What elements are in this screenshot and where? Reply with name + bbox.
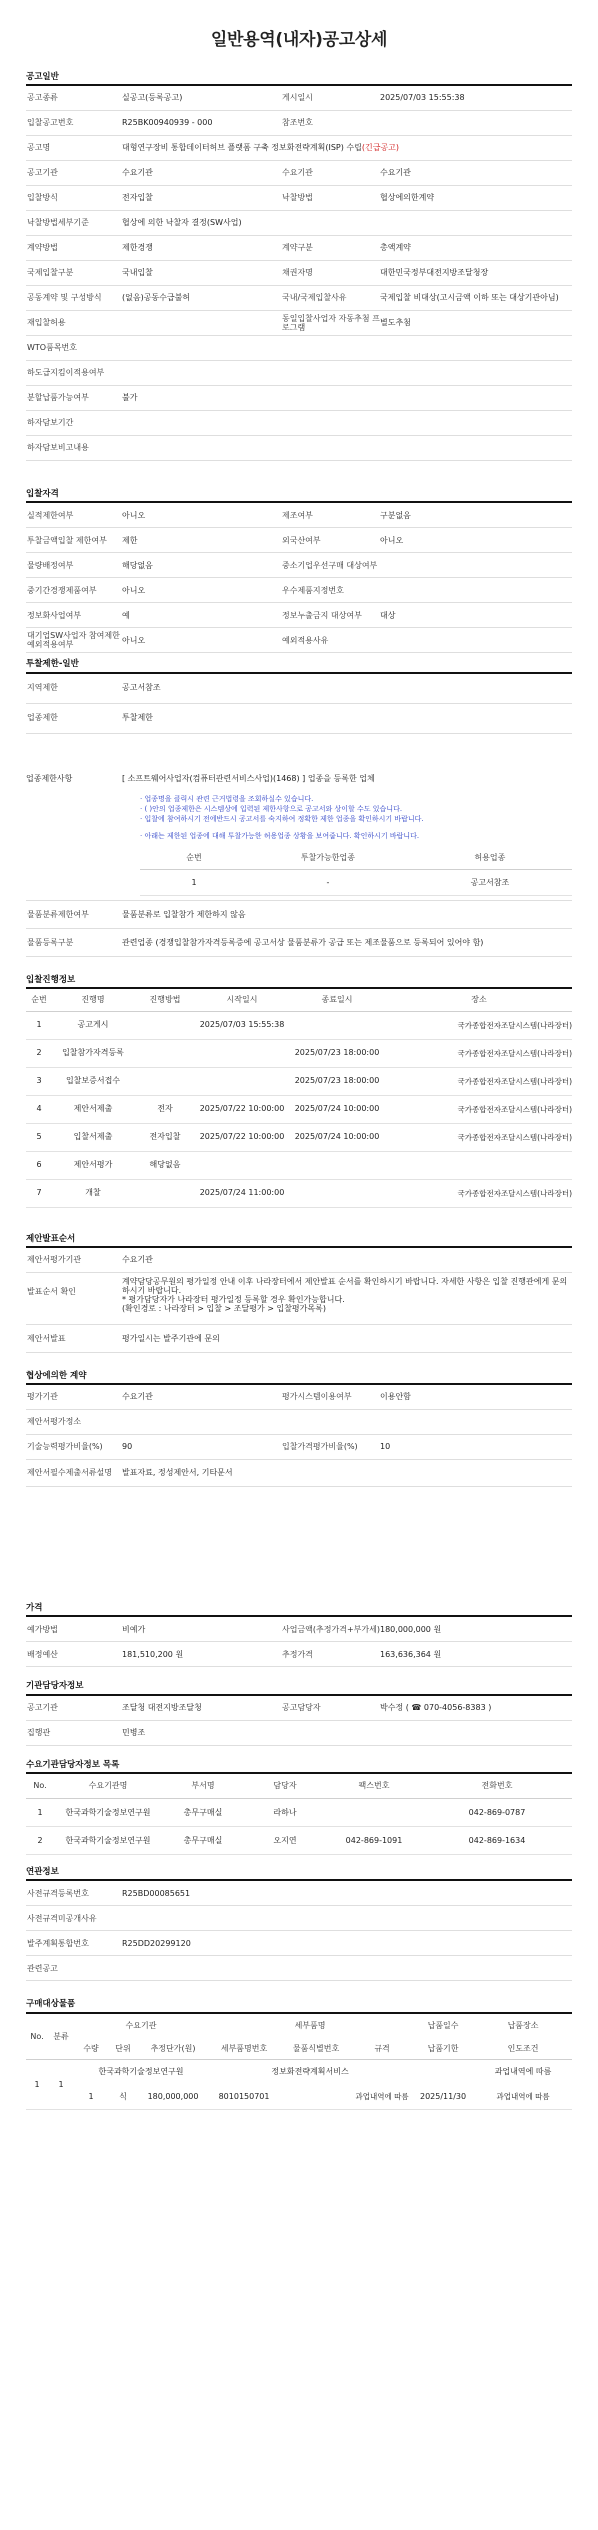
column-header: 팩스번호 bbox=[358, 1781, 390, 1791]
field-label: 물품분류제한여부 bbox=[27, 909, 89, 919]
field-label: 우수제품지정번호 bbox=[282, 585, 344, 595]
field-label: 예가방법 bbox=[27, 1624, 58, 1634]
kv-row bbox=[26, 161, 572, 186]
kv-row bbox=[26, 86, 572, 111]
field-value: 163,636,364 원 bbox=[380, 1649, 442, 1659]
table-cell: 1 bbox=[36, 1020, 42, 1030]
field-value: 아니오 bbox=[122, 510, 146, 520]
field-label: 공고명 bbox=[27, 143, 51, 153]
field-value: 제한경쟁 bbox=[122, 243, 153, 253]
section-title: 공고일반 bbox=[26, 72, 59, 82]
field-label: 계약구분 bbox=[282, 243, 313, 253]
field-value: 민병조 bbox=[122, 1727, 146, 1737]
table-cell: 과업내역에 따름 bbox=[355, 2091, 409, 2101]
table-cell: 해당없음 bbox=[149, 1160, 181, 1170]
field-label: 수요기관 bbox=[282, 168, 313, 178]
field-label: 집행관 bbox=[27, 1727, 51, 1737]
field-value: R25BD00085651 bbox=[122, 1888, 191, 1898]
column-header: 물품식별번호 bbox=[292, 2043, 340, 2053]
field-label: 업종제한사항 bbox=[26, 773, 73, 783]
table-cell: 국가종합전자조달시스템(나라장터) bbox=[457, 1048, 572, 1058]
column-header: 허용업종 bbox=[474, 852, 506, 862]
demand-contact-table bbox=[26, 1774, 572, 1856]
kv-row bbox=[26, 1642, 572, 1667]
field-label: 예외적용사유 bbox=[282, 635, 329, 645]
kv-row-order-check bbox=[26, 1273, 572, 1325]
kv-row bbox=[26, 1931, 572, 1956]
page-title: 일반용역(내자)공고상세 bbox=[210, 30, 388, 50]
field-value: 90 bbox=[122, 1442, 133, 1452]
section-title: 가격 bbox=[26, 1603, 43, 1614]
kv-row bbox=[26, 553, 572, 578]
progress-table bbox=[26, 989, 572, 1208]
order-guide bbox=[122, 1277, 572, 1313]
general-section bbox=[26, 72, 572, 461]
table-cell: 라하나 bbox=[273, 1807, 297, 1817]
field-label: 물량배정여부 bbox=[27, 560, 74, 570]
table-cell bbox=[288, 1179, 386, 1207]
table-cell bbox=[134, 1067, 196, 1095]
table-row bbox=[26, 1151, 572, 1179]
kv-row bbox=[26, 286, 572, 311]
table-cell bbox=[196, 1039, 288, 1067]
field-value: R25DD20299120 bbox=[122, 1938, 191, 1948]
table-cell: 공고게시 bbox=[77, 1020, 109, 1030]
business-restriction-value[interactable]: [ 소프트웨어사업자(컴퓨터관련서비스사업)(1468) ] 업종을 등록한 업체 bbox=[122, 773, 375, 783]
field-label: 중기간경쟁제품여부 bbox=[27, 585, 97, 595]
notice-box bbox=[122, 794, 572, 832]
field-label: 재입찰허용 bbox=[27, 318, 66, 328]
field-label: 공동계약 및 구성방식 bbox=[27, 293, 102, 303]
table-cell bbox=[288, 1011, 386, 1039]
column-header: 투찰가능한업종 bbox=[300, 852, 355, 862]
table-cell: 4 bbox=[36, 1104, 42, 1114]
table-cell: 국가종합전자조달시스템(나라장터) bbox=[457, 1132, 572, 1142]
table-cell: 2025/07/03 15:55:38 bbox=[199, 1020, 285, 1030]
table-cell: 042-869-1634 bbox=[468, 1835, 526, 1845]
kv-row bbox=[26, 578, 572, 603]
purchase-items-section bbox=[26, 1999, 572, 2110]
field-label: 입찰가격평가비율(%) bbox=[282, 1442, 358, 1452]
column-header: 수요기관 bbox=[125, 2020, 157, 2030]
notice-line: · 입찰에 참여하시기 전에반드시 공고서를 숙지하여 정확한 제한 업종을 확인하시기 바랍니다. bbox=[140, 814, 424, 823]
table-cell: 과업내역에 따름 bbox=[496, 2091, 550, 2101]
table-cell: 8010150701 bbox=[218, 2091, 270, 2101]
negotiation-section bbox=[26, 1371, 572, 1487]
table-cell bbox=[196, 1067, 288, 1095]
section-title: 기관담당자정보 bbox=[26, 1681, 84, 1692]
urgent-tag: (긴급공고) bbox=[361, 143, 400, 153]
kv-row bbox=[26, 503, 572, 528]
field-value: 제한 bbox=[122, 535, 138, 545]
column-header: 세부품명 bbox=[294, 2020, 326, 2030]
field-label: 외국산여부 bbox=[282, 535, 321, 545]
related-info-section bbox=[26, 1867, 572, 1981]
table-cell: 국가종합전자조달시스템(나라장터) bbox=[457, 1104, 572, 1114]
table-cell: 한국과학기술정보연구원 bbox=[98, 2067, 184, 2077]
table-cell: 180,000,000 bbox=[147, 2091, 199, 2101]
field-value: 발표자료, 정성제안서, 기타문서 bbox=[122, 1468, 233, 1478]
field-label: 실적제한여부 bbox=[27, 510, 74, 520]
field-label: 공고종류 bbox=[27, 93, 58, 103]
table-cell: 1 bbox=[88, 2091, 94, 2101]
table-row bbox=[26, 1067, 572, 1095]
column-header: 전화번호 bbox=[481, 1781, 513, 1791]
column-header: 규격 bbox=[374, 2043, 390, 2053]
presentation-order-section bbox=[26, 1234, 572, 1353]
field-value: 아니오 bbox=[122, 585, 146, 595]
table-cell: 입찰보증서접수 bbox=[65, 1076, 121, 1086]
field-label: 분할납품가능여부 bbox=[27, 393, 89, 403]
column-header: No. bbox=[26, 2014, 48, 2060]
column-header: 시작일시 bbox=[226, 995, 258, 1005]
table-cell: 전자입찰 bbox=[149, 1132, 181, 1142]
field-value: 국내입찰 bbox=[122, 268, 153, 278]
field-label: 낙찰방법 bbox=[282, 193, 313, 203]
table-row bbox=[26, 1179, 572, 1207]
field-value: 별도추첨 bbox=[380, 318, 411, 328]
kv-row bbox=[26, 386, 572, 411]
kv-row bbox=[26, 1385, 572, 1410]
demand-contact-section bbox=[26, 1760, 572, 1856]
column-header: 진행방법 bbox=[149, 995, 181, 1005]
kv-row bbox=[26, 261, 572, 286]
table-row bbox=[26, 1123, 572, 1151]
agency-contact-section bbox=[26, 1681, 572, 1745]
field-value: 조달청 대전지방조달청 bbox=[122, 1702, 202, 1712]
field-label: 중소기업우선구매 대상여부 bbox=[282, 560, 378, 570]
field-value: 평가일시는 발주기관에 문의 bbox=[122, 1333, 220, 1343]
field-label: 입찰공고번호 bbox=[27, 118, 74, 128]
table-cell: 2025/11/30 bbox=[420, 2091, 467, 2101]
field-value: 아니오 bbox=[380, 535, 404, 545]
table-row bbox=[26, 1011, 572, 1039]
field-label: 지역제한 bbox=[27, 683, 58, 693]
field-value: 아니오 bbox=[122, 635, 146, 645]
kv-row bbox=[26, 674, 572, 704]
table-cell: 2025/07/24 11:00:00 bbox=[199, 1188, 285, 1198]
table-cell bbox=[134, 1179, 196, 1207]
field-value: 관련업종 (경쟁입찰참가자격등록증에 공고서상 물품분류가 공급 또는 제조물품으로 등록되어 있어야 함) bbox=[122, 937, 484, 947]
field-label: 게시일시 bbox=[282, 93, 313, 103]
kv-row-required-docs bbox=[26, 1460, 572, 1487]
table-cell: 공고서참조 bbox=[470, 877, 510, 887]
kv-row-award-detail bbox=[26, 211, 572, 236]
kv-row bbox=[26, 186, 572, 211]
field-label: 국제입찰구분 bbox=[27, 268, 74, 278]
field-label: 물품등록구분 bbox=[27, 937, 74, 947]
field-value: 구분없음 bbox=[380, 510, 411, 520]
business-restriction-row bbox=[26, 772, 572, 902]
table-cell: - bbox=[326, 877, 330, 887]
table-cell: 총무구매실 bbox=[183, 1807, 223, 1817]
section-title: 수요기관담당자정보 목록 bbox=[26, 1759, 120, 1770]
field-label: 발표순서 확인 bbox=[27, 1286, 76, 1296]
field-value: 180,000,000 원 bbox=[380, 1624, 442, 1634]
kv-row-ratio bbox=[26, 1435, 572, 1460]
field-label: 대기업SW사업자 참여제한 예외적용여부 bbox=[27, 630, 120, 650]
notice-line: · 업종명을 클릭시 관련 근거법령을 조회하실수 있습니다. bbox=[140, 794, 314, 803]
field-value: 총액계약 bbox=[380, 243, 411, 253]
field-label: 계약방법 bbox=[27, 243, 58, 253]
field-label: 배정예산 bbox=[27, 1649, 58, 1659]
table-cell: 2025/07/24 10:00:00 bbox=[294, 1132, 380, 1142]
field-value: 수요기관 bbox=[122, 168, 153, 178]
table-cell: 2025/07/22 10:00:00 bbox=[199, 1104, 285, 1114]
table-cell: 2025/07/24 10:00:00 bbox=[294, 1104, 380, 1114]
kv-row bbox=[26, 901, 572, 929]
table-cell: 국가종합전자조달시스템(나라장터) bbox=[457, 1020, 572, 1030]
kv-row bbox=[26, 1248, 572, 1273]
section-title: 연관정보 bbox=[26, 1867, 59, 1878]
field-label: 정보누출금지 대상여부 bbox=[282, 610, 362, 620]
table-cell: 042-869-0787 bbox=[468, 1807, 526, 1817]
field-label: 투찰금액입찰 제한여부 bbox=[27, 535, 107, 545]
field-value: 대한민국정부대전지방조달청장 bbox=[380, 268, 489, 278]
field-value: 협상에의한계약 bbox=[380, 193, 435, 203]
column-header: 단위 bbox=[115, 2043, 131, 2053]
table-cell: 1 bbox=[191, 877, 197, 887]
field-label: 관련공고 bbox=[27, 1963, 58, 1973]
field-label: 국내/국제입찰사유 bbox=[282, 293, 347, 303]
kv-row-presentation bbox=[26, 1325, 572, 1353]
kv-row bbox=[26, 603, 572, 628]
kv-row bbox=[26, 1881, 572, 1906]
field-value: 전자입찰 bbox=[122, 193, 153, 203]
table-cell: 한국과학기술정보연구원 bbox=[65, 1835, 151, 1845]
column-header: 순번 bbox=[31, 995, 47, 1005]
field-value: 수요기관 bbox=[122, 1255, 153, 1265]
table-row bbox=[26, 1095, 572, 1123]
field-label: 제안서발표 bbox=[27, 1333, 66, 1343]
field-label: 낙찰방법세부기준 bbox=[27, 218, 89, 228]
field-value: 불가 bbox=[122, 393, 138, 403]
table-cell: 식 bbox=[119, 2091, 127, 2101]
price-section bbox=[26, 1603, 572, 1667]
table-row bbox=[26, 1799, 572, 1827]
kv-row bbox=[26, 929, 572, 957]
table-cell: 전자 bbox=[157, 1104, 173, 1114]
table-cell: 오지연 bbox=[273, 1835, 297, 1845]
field-label: WTO품목번호 bbox=[27, 343, 78, 353]
kv-row bbox=[26, 236, 572, 261]
table-cell bbox=[326, 1799, 422, 1827]
kv-row bbox=[26, 411, 572, 436]
field-value: R25BK00940939 - 000 bbox=[122, 118, 213, 128]
table-cell bbox=[196, 1151, 288, 1179]
kv-row-announcement-name bbox=[26, 136, 572, 161]
table-cell: 입찰서제출 bbox=[73, 1132, 113, 1142]
field-value: 수요기관 bbox=[122, 1392, 153, 1402]
progress-section bbox=[26, 975, 572, 1208]
field-value: 181,510,200 원 bbox=[122, 1649, 184, 1659]
field-label: 사전규격등록번호 bbox=[27, 1888, 89, 1898]
column-header: 장소 bbox=[471, 995, 487, 1005]
field-value: 이용안함 bbox=[380, 1392, 411, 1402]
column-header: 납품일수 bbox=[427, 2020, 459, 2030]
notice-line: · ( )안의 업종제한은 시스템상에 입력된 제한사항으로 공고서와 상이할 수도 있습니다. bbox=[140, 804, 403, 813]
table-cell bbox=[288, 1151, 386, 1179]
table-cell bbox=[412, 2060, 474, 2084]
table-cell: 1 bbox=[48, 2060, 74, 2110]
qualification-section bbox=[26, 489, 572, 653]
field-label: 사전규격미공개사유 bbox=[27, 1913, 97, 1923]
field-value: 박수정 ( ☎ 070-4056-8383 ) bbox=[380, 1702, 492, 1712]
field-value: 협상에 의한 낙찰자 결정(SW사업) bbox=[122, 218, 242, 228]
field-label: 업종제한 bbox=[27, 713, 58, 723]
field-value: 수요기관 bbox=[380, 168, 411, 178]
column-header: 추정단가(원) bbox=[150, 2043, 196, 2053]
field-label: 공고기관 bbox=[27, 1702, 58, 1712]
table-row bbox=[26, 1039, 572, 1067]
table-cell bbox=[280, 2084, 352, 2110]
section-title: 구매대상물품 bbox=[26, 1999, 76, 2010]
table-cell: 3 bbox=[36, 1076, 42, 1086]
table-cell: 정보화전략계획서비스 bbox=[271, 2067, 349, 2077]
field-value: 대상 bbox=[380, 610, 396, 620]
table-cell bbox=[134, 1011, 196, 1039]
table-cell: 총무구매실 bbox=[183, 1835, 223, 1845]
table-cell: 2 bbox=[36, 1048, 42, 1058]
field-value: 공고서참조 bbox=[122, 683, 161, 693]
purchase-items-table bbox=[26, 2014, 572, 2111]
table-cell: 1 bbox=[37, 1807, 43, 1817]
kv-row bbox=[26, 628, 572, 653]
restriction-section bbox=[26, 659, 572, 957]
table-cell: 7 bbox=[36, 1188, 42, 1198]
table-cell: 2025/07/23 18:00:00 bbox=[294, 1076, 380, 1086]
table-cell: 개찰 bbox=[85, 1188, 101, 1198]
field-label: 하자담보기간 bbox=[27, 418, 74, 428]
announcement-name: 대형연구장비 통합데이터허브 플랫폼 구축 정보화전략계획(ISP) 수립 bbox=[122, 143, 362, 153]
field-label: 기술능력평가비율(%) bbox=[27, 1442, 103, 1452]
section-title: 투찰제한-일반 bbox=[26, 659, 79, 670]
table-cell: 국가종합전자조달시스템(나라장터) bbox=[457, 1188, 572, 1198]
column-header: 부서명 bbox=[191, 1781, 215, 1791]
kv-row bbox=[26, 336, 572, 361]
field-label: 입찰방식 bbox=[27, 193, 58, 203]
section-title: 제안발표순서 bbox=[26, 1233, 76, 1244]
table-cell: 국가종합전자조달시스템(나라장터) bbox=[457, 1076, 572, 1086]
table-cell: 제안서평가 bbox=[73, 1160, 113, 1170]
table-cell: 1 bbox=[26, 2060, 48, 2110]
field-label: 하도급지킴이적용여부 bbox=[27, 368, 105, 378]
kv-row bbox=[26, 528, 572, 553]
column-header: No. bbox=[33, 1781, 47, 1791]
section-title: 입찰진행정보 bbox=[26, 975, 76, 986]
field-value: 투찰제한 bbox=[122, 713, 153, 723]
column-header: 분류 bbox=[48, 2014, 74, 2060]
field-label: 제안서평가정소 bbox=[27, 1417, 82, 1427]
table-cell: 2025/07/22 10:00:00 bbox=[199, 1132, 285, 1142]
field-label: 제안서필수제출서류설명 bbox=[27, 1468, 113, 1478]
table-row bbox=[26, 1827, 572, 1855]
allowed-notice: · 아래는 제한된 업종에 대해 투찰가능한 허용업종 상황을 보여줍니다. 확인하시기 바랍니다. bbox=[140, 831, 420, 840]
field-value: 국제입찰 비대상(고시금액 이하 또는 대상기관아님) bbox=[380, 293, 559, 303]
column-header: 담당자 bbox=[273, 1781, 297, 1791]
field-label: 하자담보비고내용 bbox=[27, 443, 89, 453]
kv-row bbox=[26, 1617, 572, 1642]
field-label: 제안서평가기관 bbox=[27, 1255, 82, 1265]
field-value: 10 bbox=[380, 1442, 391, 1452]
field-value: 예 bbox=[122, 610, 130, 620]
field-value: 비예가 bbox=[122, 1624, 146, 1634]
section-title: 협상에의한 계약 bbox=[26, 1370, 87, 1381]
section-title: 입찰자격 bbox=[26, 489, 59, 500]
field-label: 사업금액(추정가격+부가세) bbox=[282, 1624, 380, 1634]
guide-line: (확인경로 : 나라장터 > 입찰 > 조달평가 > 입찰평가목록) bbox=[122, 1303, 326, 1313]
column-header: 인도조건 bbox=[507, 2043, 539, 2053]
column-header: 세부품명번호 bbox=[220, 2043, 268, 2053]
field-value: 2025/07/03 15:55:38 bbox=[380, 93, 465, 103]
field-value: 해당없음 bbox=[122, 560, 153, 570]
guide-line: * 평가담당자가 나라장터 평가일정 등록할 경우 확인가능합니다. bbox=[122, 1294, 345, 1304]
column-header: 종료일시 bbox=[321, 995, 353, 1005]
allowed-industry-table bbox=[140, 846, 572, 897]
field-value: 물품분류로 입찰참가 제한하지 않음 bbox=[122, 909, 246, 919]
column-header: 수량 bbox=[83, 2043, 99, 2053]
field-label: 추정가격 bbox=[282, 1649, 313, 1659]
table-cell: 한국과학기술정보연구원 bbox=[65, 1807, 151, 1817]
kv-row bbox=[26, 704, 572, 734]
kv-row bbox=[26, 1410, 572, 1435]
table-cell: 입찰참가자격등록 bbox=[62, 1048, 124, 1058]
field-label: 참조번호 bbox=[282, 118, 313, 128]
kv-row bbox=[26, 1956, 572, 1981]
table-cell bbox=[134, 1039, 196, 1067]
table-cell bbox=[386, 1151, 572, 1179]
field-value: (없음)공동수급불허 bbox=[122, 293, 191, 303]
column-header: 납품장소 bbox=[507, 2020, 539, 2030]
kv-row bbox=[26, 1696, 572, 1721]
table-cell: 5 bbox=[36, 1132, 42, 1142]
field-label: 정보화사업여부 bbox=[27, 610, 82, 620]
column-header: 진행명 bbox=[81, 995, 105, 1005]
guide-line: 계약담당공무원의 평가일정 안내 이후 나라장터에서 제안발표 순서를 확인하시기 바랍니다. 자세한 사항은 입찰 진행관에게 문의하시기 바랍니다. bbox=[122, 1276, 568, 1295]
table-cell: 6 bbox=[36, 1160, 42, 1170]
table-cell: 제안서제출 bbox=[73, 1104, 113, 1114]
kv-row bbox=[26, 1721, 572, 1746]
field-value: 실공고(등록공고) bbox=[122, 93, 183, 103]
column-header: 순번 bbox=[186, 852, 202, 862]
business-restriction-detail bbox=[122, 772, 572, 897]
field-label: 발주계획통합번호 bbox=[27, 1938, 89, 1948]
kv-row bbox=[26, 311, 572, 336]
field-label: 공고담당자 bbox=[282, 1702, 321, 1712]
field-label: 평가기관 bbox=[27, 1392, 58, 1402]
field-label: 제조여부 bbox=[282, 510, 313, 520]
kv-row bbox=[26, 111, 572, 136]
table-cell: 042-869-1091 bbox=[345, 1835, 403, 1845]
column-header: 납품기한 bbox=[427, 2043, 459, 2053]
field-label: 동일입찰사업자 자동추첨 프로그램 bbox=[282, 313, 380, 333]
table-cell: 과업내역에 따름 bbox=[494, 2067, 552, 2077]
field-label: 채권자명 bbox=[282, 268, 313, 278]
kv-row bbox=[26, 361, 572, 386]
table-cell: 2 bbox=[37, 1835, 43, 1845]
kv-row bbox=[26, 1906, 572, 1931]
column-header: 수요기관명 bbox=[88, 1781, 128, 1791]
kv-row bbox=[26, 436, 572, 461]
field-value bbox=[122, 143, 572, 153]
field-label: 공고기관 bbox=[27, 168, 58, 178]
table-cell: 2025/07/23 18:00:00 bbox=[294, 1048, 380, 1058]
field-label: 평가시스템이용여부 bbox=[282, 1392, 352, 1402]
